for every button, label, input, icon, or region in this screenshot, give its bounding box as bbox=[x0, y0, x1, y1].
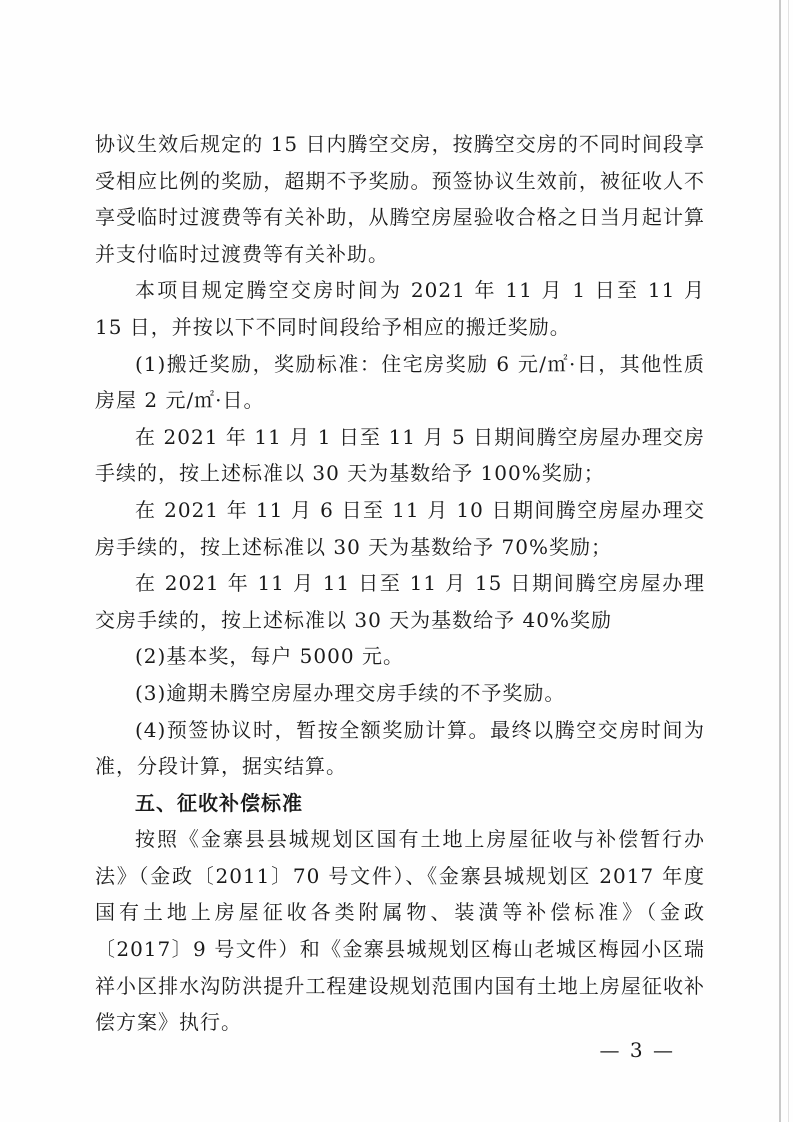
page-edge-shadow bbox=[779, 0, 781, 1122]
paragraph-9: (4)预签协议时，暂按全额奖励计算。最终以腾空交房时间为准，分段计算，据实结算。 bbox=[95, 717, 705, 779]
page-number: — 3 — bbox=[599, 1038, 675, 1062]
paragraph-8: (3)逾期未腾空房屋办理交房手续的不予奖励。 bbox=[135, 680, 566, 705]
paragraph-7: (2)基本奖，每户 5000 元。 bbox=[135, 644, 404, 669]
paragraph-6: 在 2021 年 11 月 11 日至 11 月 15 日期间腾空房屋办理交房手续的，按上述标准以 30 天为基数给予 40%奖励 bbox=[95, 571, 705, 632]
paragraph-1: 协议生效后规定的 15 日内腾空交房，按腾空交房的不同时间段享受相应比例的奖励，超期不予奖励。预签协议生效前，被征收人不享受临时过渡费等有关补助，从腾空房屋验收合格之日当月起计算并支付临时过渡费等有关补助。 bbox=[95, 132, 705, 266]
paragraph-2: 本项目规定腾空交房时间为 2021 年 11 月 1 日至 11 月 15 日，并按以下不同时间段给予相应的搬迁奖励。 bbox=[95, 278, 705, 339]
section-paragraph: 按照《金寨县县城规划区国有土地上房屋征收与补偿暂行办法》（金政〔2011〕70 号文件）、《金寨县城规划区 2017 年度国有土地上房屋征收各类附属物、装潢等补偿标准》（金政〔2017〕9 号文件）和《金寨县城规划区梅山老城区梅园小区瑞祥小区排水沟防洪提升工程建设规划范围内国有土地上房屋征收补偿方案》执行。 bbox=[95, 827, 705, 1035]
page-edge-line bbox=[788, 0, 789, 1122]
paragraph-3: (1)搬迁奖励，奖励标准：住宅房奖励 6 元/㎡·日，其他性质房屋 2 元/㎡·日。 bbox=[95, 351, 705, 413]
section-heading: 五、征收补偿标准 bbox=[135, 790, 303, 815]
paragraph-4: 在 2021 年 11 月 1 日至 11 月 5 日期间腾空房屋办理交房手续的，按上述标准以 30 天为基数给予 100%奖励； bbox=[95, 424, 705, 486]
document-body bbox=[95, 126, 705, 1041]
paragraph-5: 在 2021 年 11 月 6 日至 11 月 10 日期间腾空房屋办理交房手续的，按上述标准以 30 天为基数给予 70%奖励； bbox=[95, 497, 705, 559]
